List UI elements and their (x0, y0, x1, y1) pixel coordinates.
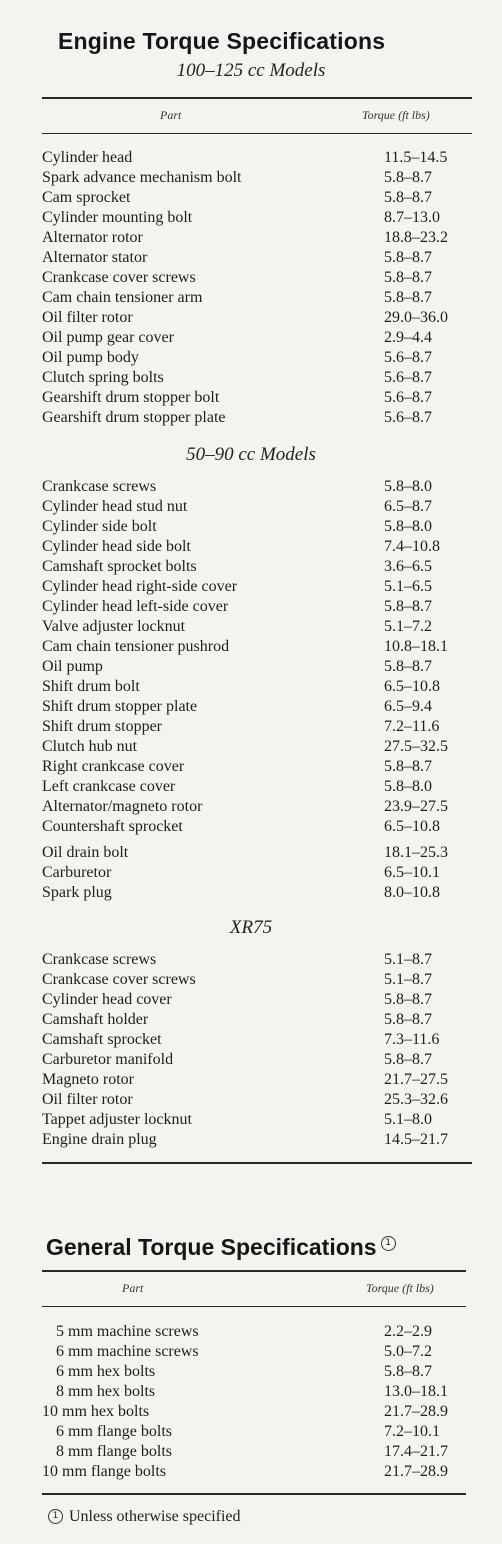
torque-value: 5.8–8.0 (384, 478, 432, 495)
engine-torque-table-xr75 (42, 950, 472, 1150)
torque-value: 5.8–8.7 (384, 991, 432, 1008)
table-row (42, 1362, 472, 1382)
general-table-top-rule (42, 1270, 466, 1272)
part-name: Left crankcase cover (42, 778, 176, 795)
section-subtitle-50-90: 50–90 cc Models (186, 444, 316, 465)
section-subtitle-100-125: 100–125 cc Models (176, 60, 326, 81)
torque-value: 21.7–27.5 (384, 1071, 448, 1088)
torque-value: 25.3–32.6 (384, 1091, 448, 1108)
torque-value: 27.5–32.5 (384, 738, 448, 755)
part-name: Oil filter rotor (42, 1091, 133, 1108)
section-subtitle-xr75: XR75 (229, 917, 273, 938)
part-name: Cylinder mounting bolt (42, 209, 193, 226)
table-row (42, 408, 472, 428)
table-row (42, 208, 472, 228)
torque-value: 7.4–10.8 (384, 538, 440, 555)
part-name: Gearshift drum stopper plate (42, 409, 226, 426)
part-name: Right crankcase cover (42, 758, 185, 775)
part-name: 6 mm hex bolts (56, 1363, 156, 1380)
torque-value: 5.8–8.7 (384, 249, 432, 266)
general-title (46, 1234, 396, 1261)
table-row (42, 1462, 472, 1482)
table-row (42, 843, 472, 863)
table-row (42, 477, 472, 497)
torque-value: 21.7–28.9 (384, 1463, 448, 1480)
torque-value: 5.8–8.0 (384, 518, 432, 535)
table-row (42, 388, 472, 408)
table-row (42, 777, 472, 797)
part-name: Magneto rotor (42, 1071, 134, 1088)
part-name: Cylinder side bolt (42, 518, 157, 535)
footnote-text: Unless otherwise specified (69, 1508, 241, 1525)
part-name: Camshaft sprocket (42, 1031, 162, 1048)
torque-value: 5.1–8.0 (384, 1111, 432, 1128)
part-name: Cylinder head left-side cover (42, 598, 229, 615)
part-name: Alternator rotor (42, 229, 143, 246)
part-name: Camshaft holder (42, 1011, 149, 1028)
table-row (42, 497, 472, 517)
table-row (42, 637, 472, 657)
torque-value: 5.1–8.7 (384, 971, 432, 988)
table-row (42, 308, 472, 328)
table-row (42, 757, 472, 777)
torque-value: 2.2–2.9 (384, 1323, 432, 1340)
torque-value: 5.6–8.7 (384, 349, 432, 366)
table-row (42, 148, 472, 168)
part-name: Oil pump (42, 658, 103, 675)
general-header-rule (42, 1306, 466, 1307)
table-row (42, 288, 472, 308)
part-name: Gearshift drum stopper bolt (42, 389, 220, 406)
part-name: Cam sprocket (42, 189, 131, 206)
torque-value: 5.8–8.7 (384, 289, 432, 306)
torque-value: 5.8–8.7 (384, 758, 432, 775)
part-name: 6 mm flange bolts (56, 1423, 172, 1440)
torque-value: 18.1–25.3 (384, 844, 448, 861)
header-rule (42, 133, 472, 134)
table-row (42, 677, 472, 697)
part-name: Tappet adjuster locknut (42, 1111, 192, 1128)
torque-value: 8.7–13.0 (384, 209, 440, 226)
torque-value: 7.2–10.1 (384, 1423, 440, 1440)
table-row (42, 1442, 472, 1462)
table-row (42, 863, 472, 883)
part-name: Spark advance mechanism bolt (42, 169, 242, 186)
part-name: 10 mm flange bolts (42, 1463, 166, 1480)
part-name: 8 mm hex bolts (56, 1383, 156, 1400)
table-row (42, 950, 472, 970)
torque-value: 5.8–8.7 (384, 269, 432, 286)
table-row (42, 268, 472, 288)
table-row (42, 248, 472, 268)
torque-value: 18.8–23.2 (384, 229, 448, 246)
torque-value: 23.9–27.5 (384, 798, 448, 815)
torque-value: 5.6–8.7 (384, 389, 432, 406)
part-name: Alternator/magneto rotor (42, 798, 203, 815)
part-name: Shift drum bolt (42, 678, 140, 695)
part-name: Cylinder head stud nut (42, 498, 188, 515)
torque-value: 2.9–4.4 (384, 329, 432, 346)
part-name: Cam chain tensioner arm (42, 289, 203, 306)
footnote-marker-icon: 1 (381, 1236, 396, 1251)
part-name: 5 mm machine screws (56, 1323, 199, 1340)
torque-value: 8.0–10.8 (384, 884, 440, 901)
table-row (42, 1342, 472, 1362)
part-name: Crankcase cover screws (42, 971, 196, 988)
torque-value: 5.8–8.7 (384, 169, 432, 186)
table-row (42, 970, 472, 990)
torque-value: 5.8–8.7 (384, 189, 432, 206)
torque-value: 5.8–8.7 (384, 598, 432, 615)
table-row (42, 1382, 472, 1402)
table-row (42, 557, 472, 577)
torque-value: 5.8–8.7 (384, 1363, 432, 1380)
general-table-bottom-rule (42, 1493, 466, 1495)
torque-value: 6.5–10.8 (384, 818, 440, 835)
torque-value: 5.1–7.2 (384, 618, 432, 635)
table-row (42, 577, 472, 597)
part-name: Cylinder head (42, 149, 133, 166)
table-row (42, 797, 472, 817)
part-name: Cylinder head cover (42, 991, 172, 1008)
torque-value: 29.0–36.0 (384, 309, 448, 326)
torque-value: 6.5–10.8 (384, 678, 440, 695)
torque-value: 5.0–7.2 (384, 1343, 432, 1360)
table-row (42, 1050, 472, 1070)
torque-value: 6.5–8.7 (384, 498, 432, 515)
table-row (42, 990, 472, 1010)
page-title: Engine Torque Specifications (58, 28, 386, 54)
table-row (42, 1030, 472, 1050)
part-name: 8 mm flange bolts (56, 1443, 172, 1460)
engine-torque-table-50-90 (42, 477, 472, 903)
table-row (42, 1070, 472, 1090)
part-name: Shift drum stopper (42, 718, 162, 735)
torque-value: 17.4–21.7 (384, 1443, 448, 1460)
table-row (42, 1402, 472, 1422)
table-row (42, 717, 472, 737)
torque-value: 6.5–9.4 (384, 698, 432, 715)
table-row (42, 1010, 472, 1030)
general-column-header-part: Part (122, 1281, 144, 1295)
table-row (42, 168, 472, 188)
torque-value: 5.8–8.7 (384, 1051, 432, 1068)
table-row (42, 657, 472, 677)
table-row (42, 1422, 472, 1442)
torque-value: 5.6–8.7 (384, 409, 432, 426)
part-name: Crankcase screws (42, 478, 157, 495)
table-row (42, 537, 472, 557)
part-name: Crankcase cover screws (42, 269, 196, 286)
table-row (42, 1110, 472, 1130)
part-name: Clutch hub nut (42, 738, 138, 755)
table-top-rule (42, 97, 472, 99)
part-name: Oil filter rotor (42, 309, 133, 326)
part-name: Carburetor manifold (42, 1051, 174, 1068)
table-row (42, 883, 472, 903)
torque-value: 5.8–8.7 (384, 1011, 432, 1028)
part-name: Oil drain bolt (42, 844, 129, 861)
table-row (42, 697, 472, 717)
table-row (42, 817, 472, 837)
part-name: 6 mm machine screws (56, 1343, 199, 1360)
part-name: Engine drain plug (42, 1131, 157, 1148)
table-row (42, 597, 472, 617)
table-row (42, 228, 472, 248)
general-column-header-torque: Torque (ft lbs) (366, 1281, 434, 1295)
torque-value: 7.2–11.6 (384, 718, 440, 735)
table-row (42, 368, 472, 388)
torque-value: 11.5–14.5 (384, 149, 448, 166)
part-name: Countershaft sprocket (42, 818, 183, 835)
part-name: Clutch spring bolts (42, 369, 164, 386)
part-name: Carburetor (42, 864, 112, 881)
table-row (42, 1090, 472, 1110)
part-name: Crankcase screws (42, 951, 157, 968)
torque-value: 5.8–8.0 (384, 778, 432, 795)
part-name: Shift drum stopper plate (42, 698, 198, 715)
torque-value: 14.5–21.7 (384, 1131, 448, 1148)
general-title-text: General Torque Specifications (46, 1234, 377, 1260)
part-name: Cam chain tensioner pushrod (42, 638, 230, 655)
torque-value: 5.8–8.7 (384, 658, 432, 675)
torque-value: 5.1–8.7 (384, 951, 432, 968)
table-bottom-rule (42, 1162, 472, 1164)
torque-value: 5.1–6.5 (384, 578, 432, 595)
part-name: Spark plug (42, 884, 112, 901)
engine-torque-table-100-125 (42, 148, 472, 428)
table-row (42, 737, 472, 757)
part-name: Cylinder head right-side cover (42, 578, 238, 595)
part-name: Valve adjuster locknut (42, 618, 186, 635)
table-row (42, 348, 472, 368)
torque-value: 6.5–10.1 (384, 864, 440, 881)
torque-value: 13.0–18.1 (384, 1383, 448, 1400)
column-header-torque: Torque (ft lbs) (362, 108, 430, 122)
part-name: Oil pump gear cover (42, 329, 174, 346)
table-row (42, 328, 472, 348)
table-row (42, 1130, 472, 1150)
column-header-part: Part (160, 108, 182, 122)
torque-value: 5.6–8.7 (384, 369, 432, 386)
torque-value: 7.3–11.6 (384, 1031, 440, 1048)
torque-value: 21.7–28.9 (384, 1403, 448, 1420)
table-row (42, 188, 472, 208)
part-name: 10 mm hex bolts (42, 1403, 150, 1420)
footnote (48, 1508, 241, 1526)
part-name: Alternator stator (42, 249, 148, 266)
table-row (42, 517, 472, 537)
torque-value: 3.6–6.5 (384, 558, 432, 575)
torque-value: 10.8–18.1 (384, 638, 448, 655)
general-torque-table (42, 1322, 472, 1482)
table-row (42, 1322, 472, 1342)
part-name: Oil pump body (42, 349, 139, 366)
footnote-marker-icon: 1 (48, 1509, 63, 1524)
table-row (42, 617, 472, 637)
part-name: Camshaft sprocket bolts (42, 558, 197, 575)
part-name: Cylinder head side bolt (42, 538, 191, 555)
